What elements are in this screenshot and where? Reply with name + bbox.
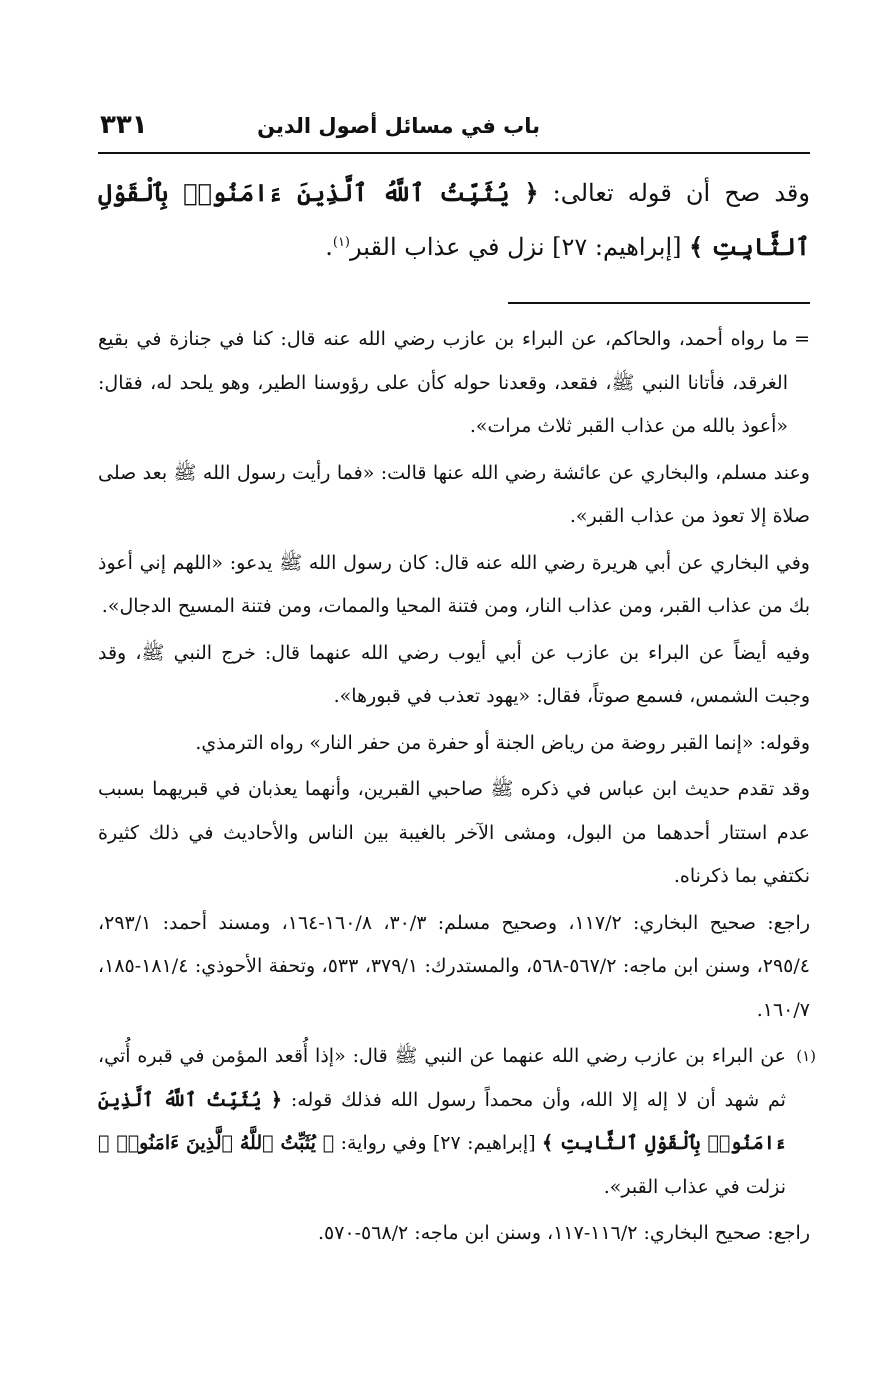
- running-header: [98, 108, 810, 148]
- footnote-paragraph: وفي البخاري عن أبي هريرة رضي الله عنه قال: كان رسول الله ﷺ يدعو: «اللهم إني أعوذ بك من عذاب القبر، ومن عذاب النار، ومن فتنة المحيا والممات، ومن فتنة المسيح الدجال».: [98, 551, 810, 617]
- continuation-marker: =: [794, 328, 810, 350]
- footnote-divider: [508, 302, 810, 304]
- footnote-ref[interactable]: (١): [332, 235, 350, 250]
- footnote-paragraph: وقوله: «إنما القبر روضة من رياض الجنة أو حفرة من حفر النار» رواه الترمذي.: [195, 731, 810, 754]
- footnote-text: نزلت في عذاب القبر».: [603, 1175, 786, 1198]
- footnote-text: ما رواه أحمد، والحاكم، عن البراء بن عازب رضي الله عنه قال: كنا في جنازة في بقيع الغرقد، فأتانا النبي ﷺ، فقعد، وقعدنا حوله كأن على رؤوسنا الطير، وهو يلحد له، فقال: «أعوذ بالله من عذاب القبر ثلاث مرات».: [98, 328, 788, 437]
- quran-verse: ﴿ يُثَبِّتُ ٱللَّهُ ٱلَّذِينَ ءَامَنُوا۟ ﴾: [98, 1132, 335, 1154]
- chapter-title: باب في مسائل أصول الدين: [257, 114, 540, 138]
- footnote-paragraph: وعند مسلم، والبخاري عن عائشة رضي الله عنها قالت: «فما رأيت رسول الله ﷺ بعد صلى صلاة إلا تعوذ من عذاب القبر».: [98, 461, 810, 527]
- header-divider: [98, 152, 810, 154]
- footnote-number: (١): [796, 1047, 816, 1065]
- verse-citation: [إبراهيم: ٢٧] نزل في عذاب القبر: [350, 233, 682, 261]
- footnote-references: راجع: صحيح البخاري: ١١٧/٢، وصحيح مسلم: ٣٠/٣، ١٦٠/٨-١٦٤، ومسند أحمد: ٢٩٣/١، ٢٩٥/٤، وسنن ابن ماجه: ٥٦٧/٢-٥٦٨، والمستدرك: ٣٧٩/١، ٥٣٣، وتحفة الأحوذي: ١٨١/٤-١٨٥، ١٦٠/٧.: [98, 911, 810, 1021]
- footnote-1: [98, 1035, 816, 1209]
- footnotes: [98, 318, 816, 1259]
- sentence-end: .: [325, 233, 333, 261]
- footnote-text: عن البراء بن عازب رضي الله عنهما عن النبي ﷺ قال: «إذا أُقعد المؤمن في قبره أُتي، ثم شهد أن لا إله إلا الله، وأن محمداً رسول الله فذلك قوله:: [98, 1045, 786, 1111]
- footnote-text: [إبراهيم: ٢٧] وفي رواية:: [340, 1132, 536, 1154]
- page-number: ٣٣١: [100, 110, 148, 140]
- footnote-paragraph: وفيه أيضاً عن البراء بن عازب عن أبي أيوب رضي الله عنهما قال: خرج النبي ﷺ، وقد وجبت الشمس، فسمع صوتاً، فقال: «يهود تعذب في قبورها».: [98, 641, 810, 707]
- main-intro: وقد صح أن قوله تعالى:: [552, 179, 810, 207]
- main-text: [98, 166, 810, 274]
- footnote-references: راجع: صحيح البخاري: ١١٦/٢-١١٧، وسنن ابن ماجه: ٥٦٨/٢-٥٧٠.: [317, 1222, 810, 1244]
- quran-verse: ﴿ يُثَبِّتُ ٱللَّهُ ٱلَّذِينَ ءَامَنُوا۟ بِٱلْقَوْلِ ٱلثَّابِتِ ﴾: [98, 1088, 786, 1154]
- footnote-paragraph: وقد تقدم حديث ابن عباس في ذكره ﷺ صاحبي القبرين، وأنهما يعذبان في قبريهما بسبب عدم استتار أحدهما من البول، ومشى الآخر بالغيبة بين الناس والأحاديث في ذلك كثيرة نكتفي بما ذكرناه.: [98, 778, 810, 887]
- footnote-paragraph: [98, 318, 810, 449]
- main-paragraph: [98, 166, 810, 274]
- quran-verse: ﴿ يُثَبِّتُ ٱللَّهُ ٱلَّذِينَ ءَامَنُوا۟ بِٱلْقَوْلِ ٱلثَّابِتِ ﴾: [98, 178, 810, 261]
